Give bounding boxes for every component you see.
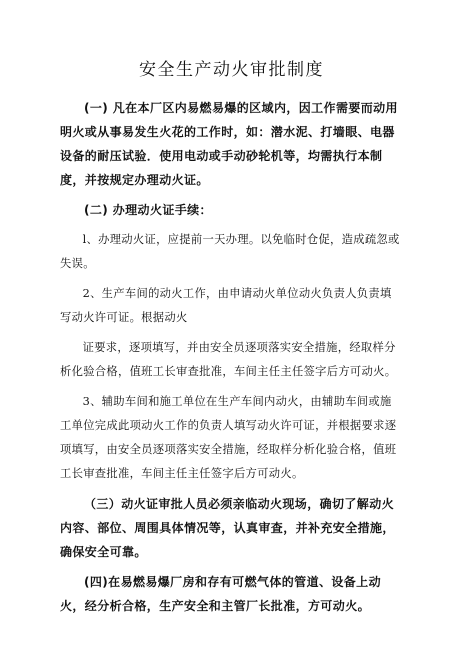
paragraph-section-1: (一) 凡在本厂区内易燃易爆的区域内，因工作需要而动用明火或从事易发生火花的工作时，如：潜水泥、打墙眼、电器设备的耐压试验．使用电动或手动砂轮机等，均需执行本制度，并按规定办理动火证。	[60, 101, 398, 187]
paragraph-section-3: （三）动火证审批人员必须亲临动火现场，确切了解动火内容、部位、周围具体情况等，认真审查，并补充安全措施，确保安全可靠。	[60, 497, 395, 559]
paragraph-item-2: 2、生产车间的动火工作，由申请动火单位动火负责人负责填写动火许可证。根据动火	[60, 287, 392, 324]
document-title: 安全生产动火审批制度	[139, 60, 324, 80]
paragraph-section-2-heading: (二) 办理动火证手续：	[84, 203, 212, 217]
paragraph-item-2-continued: 证要求，逐项填写，并由安全员逐项落实安全措施，经取样分析化验合格，值班工长审查批准，车间主任主任签字后方可动火。	[60, 341, 397, 378]
paragraph-item-1: l、办理动火证，应提前一天办理。以免临时仓促，造成疏忽或失误。	[60, 233, 400, 270]
paragraph-item-3: 3、辅助车间和施工单位在生产车间内动火，由辅助车间或施工单位完成此项动火工作的负责人填写动火许可证，并根据要求逐项填写，由安全员逐项落实安全措施，经取样分析化验合格，值班工长审查批准，车间主任主任签字后方可动火。	[60, 395, 397, 480]
paragraph-section-4: (四)在易燃易爆厂房和存有可燃气体的管道、设备上动火，经分析合格，生产安全和主管厂长批准，方可动火。	[60, 575, 381, 613]
